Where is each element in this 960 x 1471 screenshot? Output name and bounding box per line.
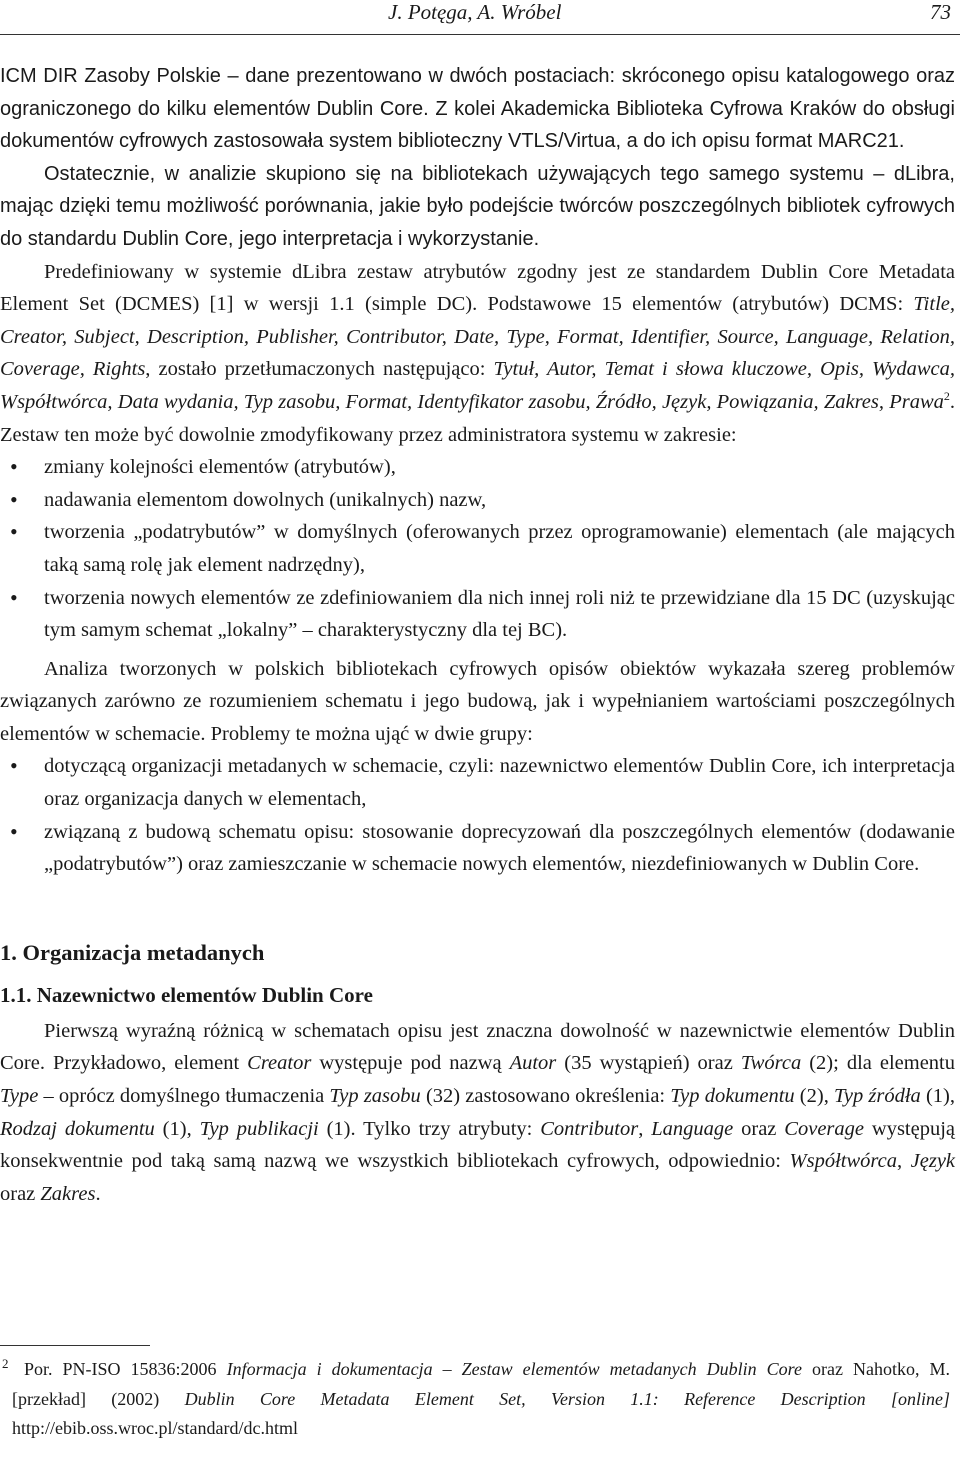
- paragraph-text: ICM DIR Zasoby Polskie – dane prezentowano w dwóch postaciach: skróconego opisu katalogowego oraz ograniczonego do kilku elementów Dublin Core. Z kolei Akademicka Biblioteka Cyfrowa Kraków do obsługi dokumentów cyfrowych zastosowała system biblioteczny VTLS/Virtua, a do ich opisu format MARC21.: [0, 65, 955, 153]
- element-name: Type: [0, 1085, 39, 1108]
- paragraph-text: Ostatecznie, w analizie skupiono się na bibliotekach używających tego samego systemu – dLibra, mając dzięki temu możliwość porównania, jakie było podejście twórców poszczególnych bibliotek cyfrowych do standardu Dublin Core, jego interpretacja i wykorzystanie.: [0, 162, 955, 250]
- paragraph-text: występują konsekwentnie pod taką samą nazwą we wszystkich bibliotekach cyfrowych, odpowiednio:: [0, 1117, 956, 1173]
- paragraph-text: . Zestaw ten może być dowolnie zmodyfikowany przez administratora systemu w zakresie:: [0, 390, 955, 446]
- element-name: Typ publikacji: [199, 1117, 319, 1140]
- modification-list: [0, 451, 955, 647]
- page-body: [0, 60, 955, 1210]
- list-item: • tworzenia nowych elementów ze zdefiniowaniem dla nich innej roli niż te przewidziane dla 15 DC (uzyskując tym samym schemat „lokalny” – charakterystyczny dla tej BC).: [44, 582, 955, 647]
- paragraph-sources: [0, 60, 955, 158]
- footnote-rule: [0, 1345, 150, 1346]
- paragraph-text: (35 wystąpień) oraz: [556, 1052, 741, 1075]
- footnote-text: Por. PN-ISO 15836:2006: [24, 1359, 227, 1379]
- paragraph-text: (32) zastosowano określenia:: [420, 1085, 671, 1108]
- running-header: [0, 0, 960, 36]
- element-name: Rodzaj dokumentu: [0, 1117, 155, 1140]
- paragraph-text: Predefiniowany w systemie dLibra zestaw atrybutów zgodny jest ze standardem Dublin Core Metadata Element Set (DCMES) [1] w wersji 1.1 (simple DC).: [0, 260, 955, 316]
- footnote-title: Informacja i dokumentacja – Zestaw elementów metadanych Dublin Core: [226, 1359, 802, 1379]
- paragraph-text: .: [95, 1182, 101, 1205]
- footnote: [0, 1355, 950, 1444]
- paragraph-text: , zostało przetłumaczonych następująco:: [145, 358, 494, 381]
- subsection-heading: 1.1. Nazewnictwo elementów Dublin Core: [0, 982, 373, 1007]
- page-number: 73: [930, 0, 951, 24]
- paragraph-naming: [0, 1015, 955, 1211]
- footnote-text: oraz Nahotko, M. [przekład] (2002): [12, 1359, 950, 1409]
- element-name: Współtwórca: [789, 1150, 897, 1173]
- element-name: Language: [651, 1117, 734, 1140]
- dc-element-list: Title, Creator, Subject, Description, Publisher, Contributor, Date, Type, Format, Identifier, Source, Language, Relation, Coverage, Rights: [0, 293, 955, 381]
- footnote-title: Dublin Core Metadata Element Set, Version 1.1: Reference Description [online]: [184, 1388, 950, 1409]
- footnote-body: [0, 1355, 950, 1444]
- paragraph-text: Pierwszą wyraźną różnicą w schematach opisu jest znaczna dowolność w nazewnictwie elementów Dublin Core. Przykładowo, element: [0, 1019, 955, 1075]
- header-rule: [0, 34, 960, 35]
- list-item: • tworzenia „podatrybutów” w domyślnych (oferowanych przez oprogramowanie) elementach (ale mających taką samą rolę jak element nadrzędny),: [44, 516, 955, 581]
- paragraph-analysis-scope: [0, 158, 955, 256]
- polish-element-list: Tytuł, Autor, Temat i słowa kluczowe, Opis, Wydawca, Współtwórca, Data wydania, Typ zasobu, Format, Identyfikator zasobu, Źródło, Język, Powiązania, Zakres, Prawa: [0, 358, 955, 413]
- list-item: • zmiany kolejności elementów (atrybutów),: [44, 451, 955, 484]
- list-item: • nadawania elementom dowolnych (unikalnych) nazw,: [44, 484, 955, 517]
- paragraph-problems: [0, 653, 955, 751]
- paragraph-text: oraz: [0, 1182, 41, 1205]
- paragraph-text: (1),: [154, 1117, 200, 1140]
- element-name: Zakres: [40, 1182, 96, 1205]
- paragraph-text: (1). Tylko trzy atrybuty:: [318, 1117, 541, 1140]
- paragraph-text: występuje pod nazwą: [311, 1052, 510, 1075]
- element-name: Autor: [509, 1052, 557, 1075]
- paragraph-text: ,: [896, 1150, 911, 1173]
- paragraph-text: (2),: [794, 1085, 834, 1108]
- footnote-url[interactable]: http://ebib.oss.wroc.pl/standard/dc.html: [12, 1418, 298, 1438]
- footnote-mark: 2: [2, 1356, 9, 1371]
- problem-groups-list: [0, 750, 955, 880]
- paragraph-text: ,: [638, 1117, 652, 1140]
- paragraph-text: oraz: [733, 1117, 785, 1140]
- paragraph-text: Analiza tworzonych w polskich bibliotekach cyfrowych opisów obiektów wykazała szereg problemów związanych zarówno ze rozumieniem schematu i jego budową, jak i wypełnianiem wartościami poszczególnych elementów w schemacie. Problemy te można ująć w dwie grupy:: [0, 657, 955, 745]
- paragraph-text: Podstawowe 15 elementów (atrybutów) DCMS:: [487, 293, 914, 316]
- element-name: Twórca: [740, 1052, 802, 1075]
- element-name: Typ zasobu: [329, 1085, 421, 1108]
- list-item: • dotyczącą organizacji metadanych w schemacie, czyli: nazewnictwo elementów Dublin Core, ich interpretacja oraz organizacja danych w elementach,: [44, 750, 955, 815]
- section-heading: 1. Organizacja metadanych: [0, 939, 265, 965]
- element-name: Coverage: [784, 1117, 864, 1140]
- element-name: Typ dokumentu: [670, 1085, 795, 1108]
- element-name: Creator: [247, 1052, 312, 1075]
- footnote-reference[interactable]: 2: [943, 389, 950, 404]
- paragraph-dlibra-attributes: [0, 256, 955, 452]
- element-name: Contributor: [540, 1117, 639, 1140]
- element-name: Język: [910, 1150, 956, 1173]
- paragraph-text: (1),: [920, 1085, 955, 1108]
- running-header-authors: J. Potęga, A. Wróbel: [388, 0, 562, 24]
- list-item: • związaną z budową schematu opisu: stosowanie doprecyzowań dla poszczególnych elementów (dodawanie „podatrybutów”) oraz zamieszczanie w schemacie nowych elementów, niezdefiniowanych w Dublin Core.: [44, 816, 955, 881]
- element-name: Typ źródła: [834, 1085, 921, 1108]
- paragraph-text: – oprócz domyślnego tłumaczenia: [38, 1085, 330, 1108]
- paragraph-text: (2); dla elementu: [801, 1052, 955, 1075]
